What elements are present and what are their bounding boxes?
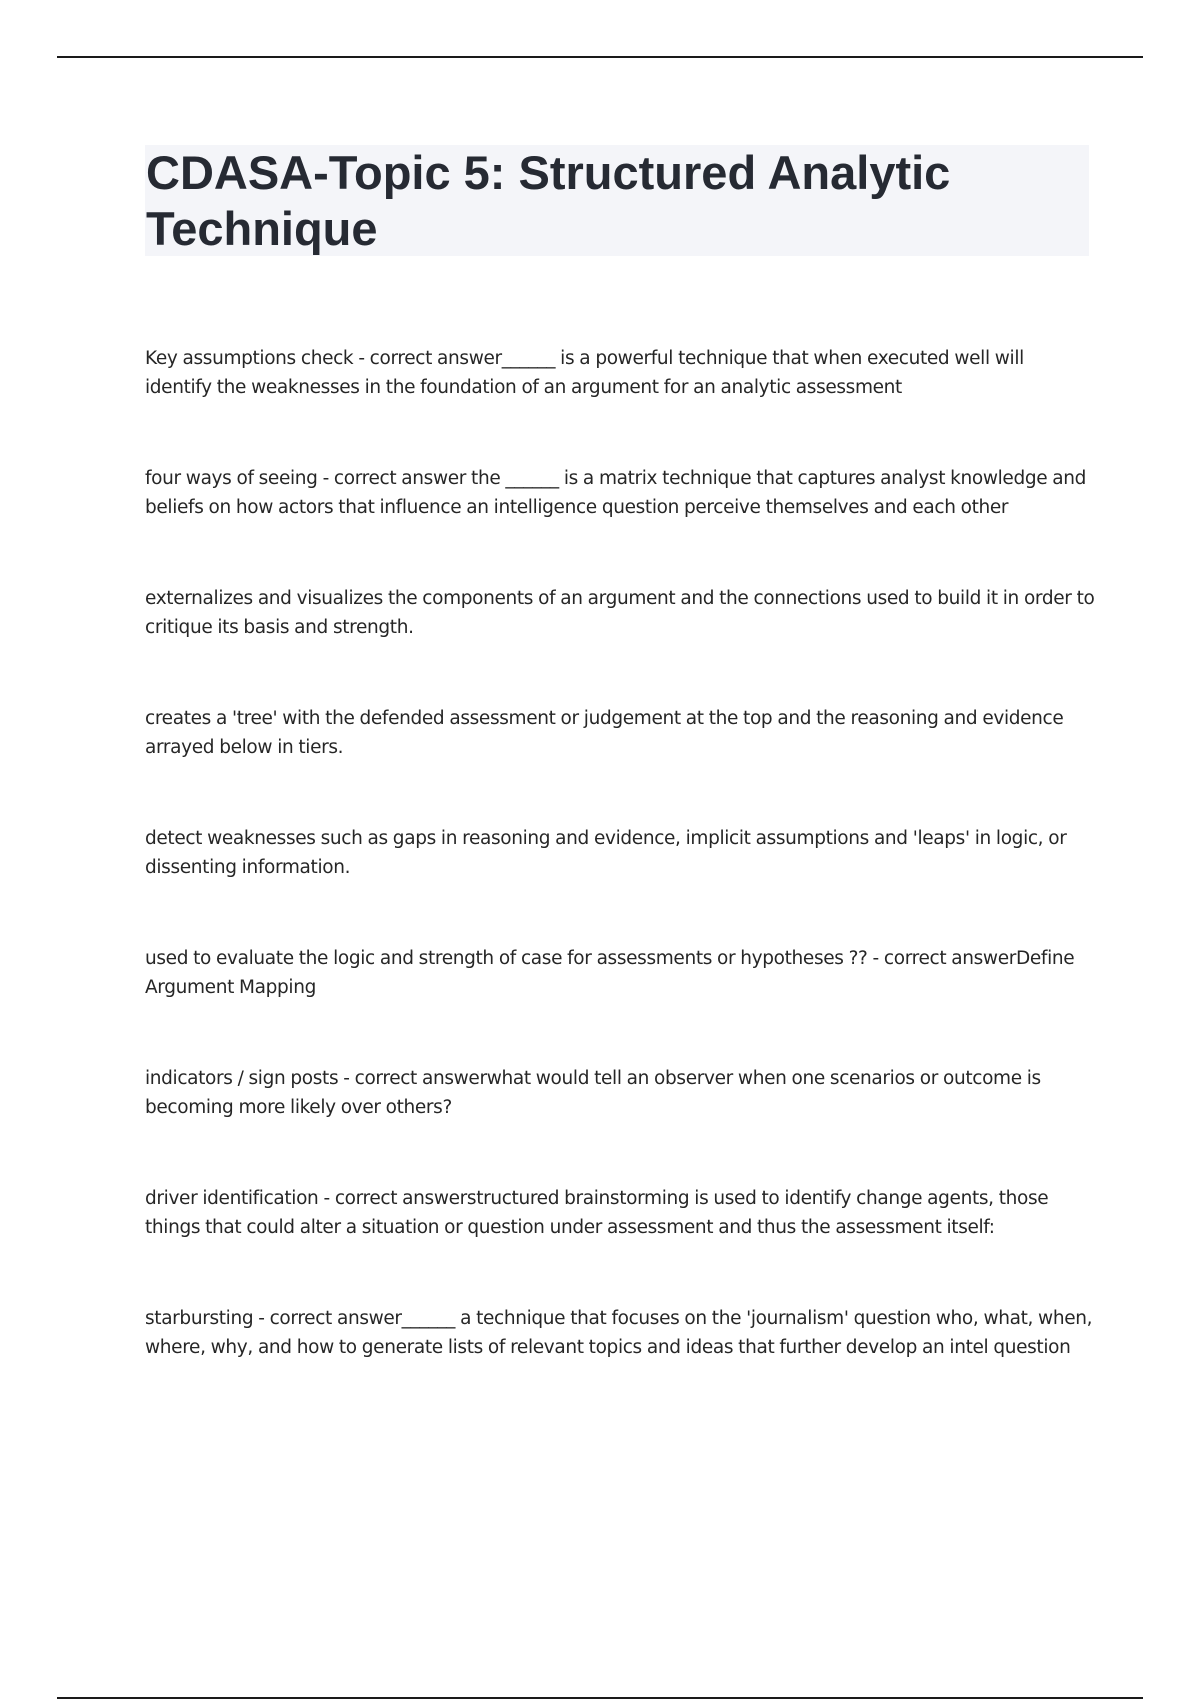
flashcard-entry: starbursting - correct answer______ a technique that focuses on the 'journalism' question who, what, when, where, why, and how to generate lists of relevant topics and ideas that further develop an intel question xyxy=(145,1308,1093,1358)
flashcard-entry: used to evaluate the logic and strength of case for assessments or hypotheses ?? - correct answerDefine Argument Mapping xyxy=(145,948,1075,998)
flashcard-entry: externalizes and visualizes the components of an argument and the connections used to build it in order to critique its basis and strength. xyxy=(145,588,1095,638)
flashcard-entry: four ways of seeing - correct answer the ______ is a matrix technique that captures analyst knowledge and beliefs on how actors that influence an intelligence question perceive themselves and each other xyxy=(145,468,1087,518)
flashcard-entry: driver identification - correct answerstructured brainstorming is used to identify change agents, those things that could alter a situation or question under assessment and thus the assessment itself: xyxy=(145,1188,1049,1238)
flashcard-entry: creates a 'tree' with the defended assessment or judgement at the top and the reasoning and evidence arrayed below in tiers. xyxy=(145,708,1064,758)
document-title: CDASA-Topic 5: Structured Analytic Technique xyxy=(146,146,951,255)
header-rule xyxy=(57,56,1143,58)
flashcard-entry: indicators / sign posts - correct answerwhat would tell an observer when one scenarios or outcome is becoming more likely over others? xyxy=(145,1068,1041,1118)
flashcard-list xyxy=(145,344,1095,1424)
footer-rule xyxy=(57,1697,1143,1699)
flashcard-entry: Key assumptions check - correct answer______ is a powerful technique that when executed well will identify the weaknesses in the foundation of an argument for an analytic assessment xyxy=(145,348,1024,398)
title-block xyxy=(145,145,1089,256)
flashcard-entry: detect weaknesses such as gaps in reasoning and evidence, implicit assumptions and 'leaps' in logic, or dissenting information. xyxy=(145,828,1067,878)
